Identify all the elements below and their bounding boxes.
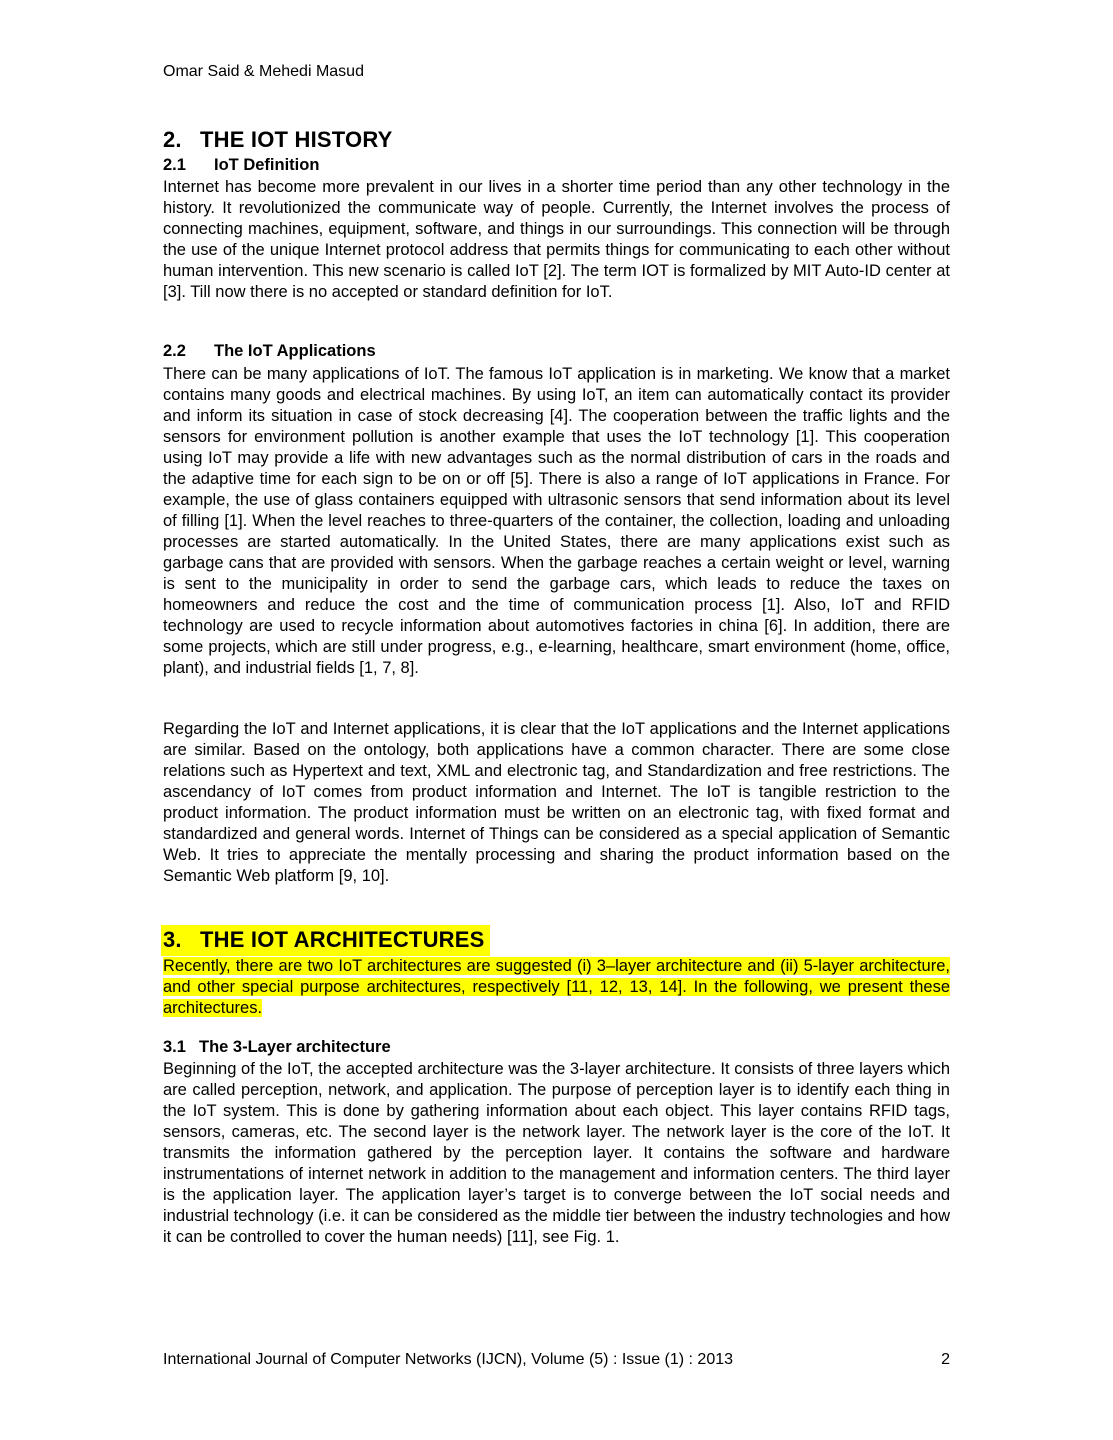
running-head: Omar Said & Mehedi Masud — [163, 63, 364, 80]
subsection-heading-3-layer — [163, 1038, 950, 1057]
subsection-number: 2.2 — [163, 342, 186, 360]
subsection-title: IoT Definition — [214, 156, 320, 174]
footer-page-number: 2 — [941, 1351, 950, 1368]
subsection-heading-iot-definition — [163, 156, 950, 175]
section-title: THE IOT HISTORY — [200, 127, 393, 152]
subsection-number: 2.1 — [163, 156, 186, 174]
heading-highlight — [161, 925, 490, 956]
page-footer — [163, 1351, 950, 1369]
paragraph-iot-vs-internet: Regarding the IoT and Internet applications, it is clear that the IoT applications and the Internet applications are similar. Based on the ontology, both applications have a common character. There are some close relations such as Hypertext and text, XML and electronic tag, and Standardization and free restrictions. The ascendancy of IoT comes from product information and Internet. The IoT is tangible restriction to the product information. The product information must be written on an electronic tag, with fixed format and standardized and general words. Internet of Things can be considered as a special application of Semantic Web. It tries to appreciate the mentally processing and sharing the product information based on the Semantic Web platform [9, 10]. — [163, 720, 950, 885]
section-number: 3. — [163, 927, 182, 952]
paragraph-iot-definition: Internet has become more prevalent in our lives in a shorter time period than any other technology in the history. It revolutionized the communicate way of people. Currently, the Internet involves the process of connecting machines, equipment, software, and things in our surroundings. This connection will be through the use of the unique Internet protocol address that permits things for communicating to each other without human intervention. This new scenario is called IoT [2]. The term IOT is formalized by MIT Auto-ID center at [3]. Till now there is no accepted or standard definition for IoT. — [163, 178, 950, 301]
paragraph-3-layer: Beginning of the IoT, the accepted architecture was the 3-layer architecture. It consists of three layers which are called perception, network, and application. The purpose of perception layer is to identify each thing in the IoT system. This is done by gathering information about each object. This layer contains RFID tags, sensors, cameras, etc. The second layer is the network layer. The network layer is the core of the IoT. It transmits the information gathered by the perception layer. It contains the software and hardware instrumentations of internet network in addition to the management and information centers. The third layer is the application layer. The application layer’s target is to converge between the IoT social needs and industrial technology (i.e. it can be considered as the middle tier between the industry technologies and how it can be controlled to cover the human needs) [11], see Fig. 1. — [163, 1060, 950, 1246]
footer-journal-line: International Journal of Computer Networks (IJCN), Volume (5) : Issue (1) : 2013 — [163, 1351, 734, 1368]
subsection-title: The IoT Applications — [214, 342, 376, 360]
section-number: 2. — [163, 127, 182, 152]
paragraph-architectures-intro — [163, 956, 950, 1019]
section-heading-history — [163, 127, 950, 153]
subsection-number: 3.1 — [163, 1038, 186, 1056]
section-heading-architectures — [163, 925, 950, 956]
paragraph-iot-applications: There can be many applications of IoT. The famous IoT application is in marketing. We know that a market contains many goods and electrical machines. By using IoT, an item can automatically contact its provider and inform its situation in case of stock decreasing [4]. The cooperation between the traffic lights and the sensors for environment pollution is another example that uses the IoT technology [1]. This cooperation using IoT may provide a life with new advantages such as the normal distribution of cars in the roads and the adaptive time for each sign to be on or off [5]. There is also a range of IoT applications in France. For example, the use of glass containers equipped with ultrasonic sensors that send information about its level of filling [1]. When the level reaches to three-quarters of the container, the collection, loading and unloading processes are started automatically. In the United States, there are many applications exist such as garbage cans that are provided with sensors. When the garbage reaches a certain weight or level, warning is sent to the municipality in order to send the garbage cars, which leads to reduce the taxes on homeowners and reduce the cost and the time of communication process [1]. Also, IoT and RFID technology are used to recycle information about automotives factories in china [6]. In addition, there are some projects, which are still under progress, e.g., e-learning, healthcare, smart environment (home, office, plant), and industrial fields [1, 7, 8]. — [163, 365, 950, 677]
paragraph-highlight: Recently, there are two IoT architectures are suggested (i) 3–layer architecture and (ii) 5-layer architecture, and other special purpose architectures, respectively [11, 12, 13, 14]. In the following, we present these architectures. — [163, 957, 950, 1017]
subsection-heading-iot-applications — [163, 342, 950, 361]
section-title: THE IOT ARCHITECTURES — [200, 927, 485, 952]
subsection-title: The 3-Layer architecture — [199, 1038, 391, 1056]
